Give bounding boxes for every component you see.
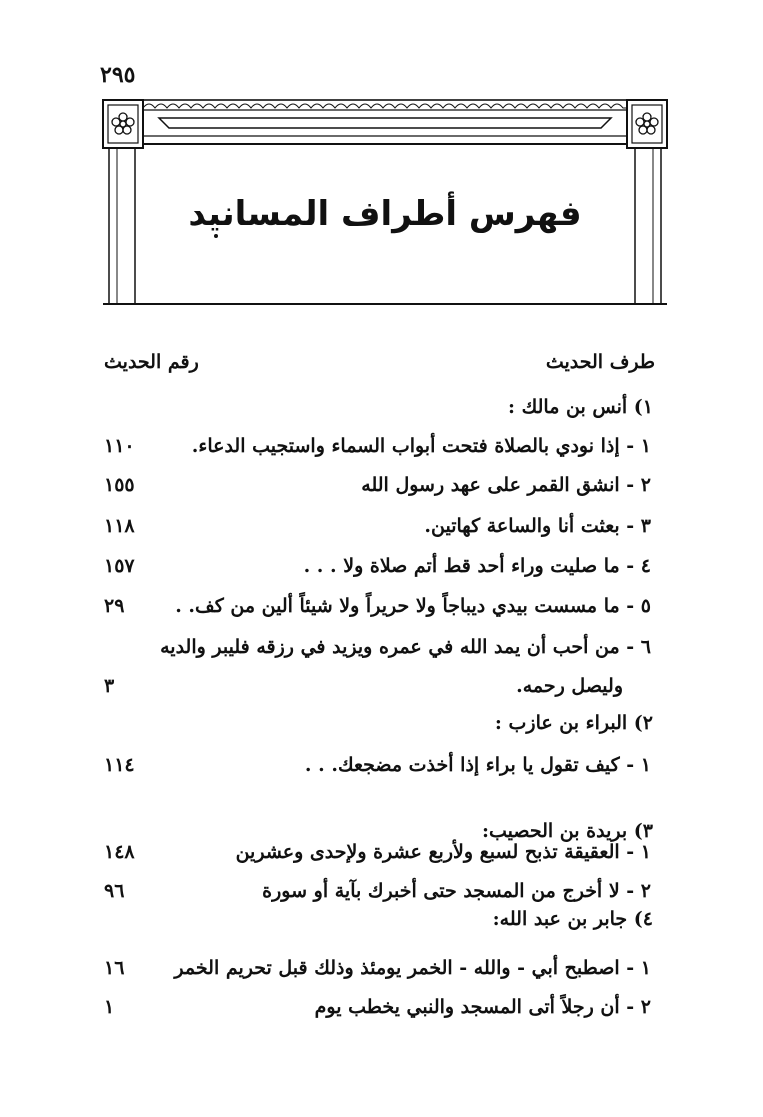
entry-number: ٣ — [104, 675, 115, 697]
column-header-number: رقم الحديث — [104, 351, 199, 373]
entry-text: ٦ - من أحب أن يمد الله في عمره ويزيد في رزقه فليبر والديه — [160, 636, 651, 658]
section-heading: ٤) جابر بن عبد الله: — [492, 908, 653, 930]
entry-number: ١٥٥ — [104, 474, 135, 496]
entry-number: ١٥٧ — [104, 555, 135, 577]
page-title: فهرس أطراف المسانيد — [188, 194, 582, 234]
entry-text: ١ - اصطبح أبي - والله - الخمر يومئذ وذلك قبل تحريم الخمر — [174, 957, 651, 979]
page-number: ٢٩٥ — [100, 62, 136, 88]
section-heading: ٣) بريدة بن الحصيب: — [481, 820, 653, 842]
section-heading: ١) أنس بن مالك : — [508, 396, 653, 418]
entry-number: ١١٤ — [104, 754, 135, 776]
entry-text: ٥ - ما مسست بيدي ديباجاً ولا حريراً ولا شيئاً ألين من كف. . — [175, 595, 651, 617]
entry-number: ١١٨ — [104, 515, 135, 537]
entry-text: ٤ - ما صليت وراء أحد قط أتم صلاة ولا . . . — [303, 555, 651, 577]
entry-number: ١٦ — [104, 957, 125, 979]
entry-text: ٢ - انشق القمر على عهد رسول الله — [361, 474, 651, 496]
entry-text: ٢ - أن رجلاً أتى المسجد والنبي يخطب يوم — [314, 996, 651, 1018]
section-heading: ٢) البراء بن عازب : — [494, 712, 653, 734]
column-header-hadith: طرف الحديث — [545, 351, 655, 373]
entry-number: ١ — [104, 996, 115, 1018]
entry-text: ٢ - لا أخرج من المسجد حتى أخبرك بآية أو سورة — [262, 880, 651, 902]
entry-number: ١١٠ — [104, 435, 135, 457]
entry-text: ١ - كيف تقول يا براء إذا أخذت مضجعك. . . — [304, 754, 651, 776]
entry-text: ٣ - بعثت أنا والساعة كهاتين. — [424, 515, 651, 537]
entry-number: ٩٦ — [104, 880, 125, 902]
entry-text-continued: وليصل رحمه. — [516, 675, 623, 697]
entry-text: ١ - العقيقة تذبح لسبع ولأربع عشرة ولإحدى وعشرين — [235, 841, 651, 863]
entry-number: ٢٩ — [104, 595, 125, 617]
entry-text: ١ - إذا نودي بالصلاة فتحت أبواب السماء واستجيب الدعاء. — [191, 435, 651, 457]
entry-number: ١٤٨ — [104, 841, 135, 863]
